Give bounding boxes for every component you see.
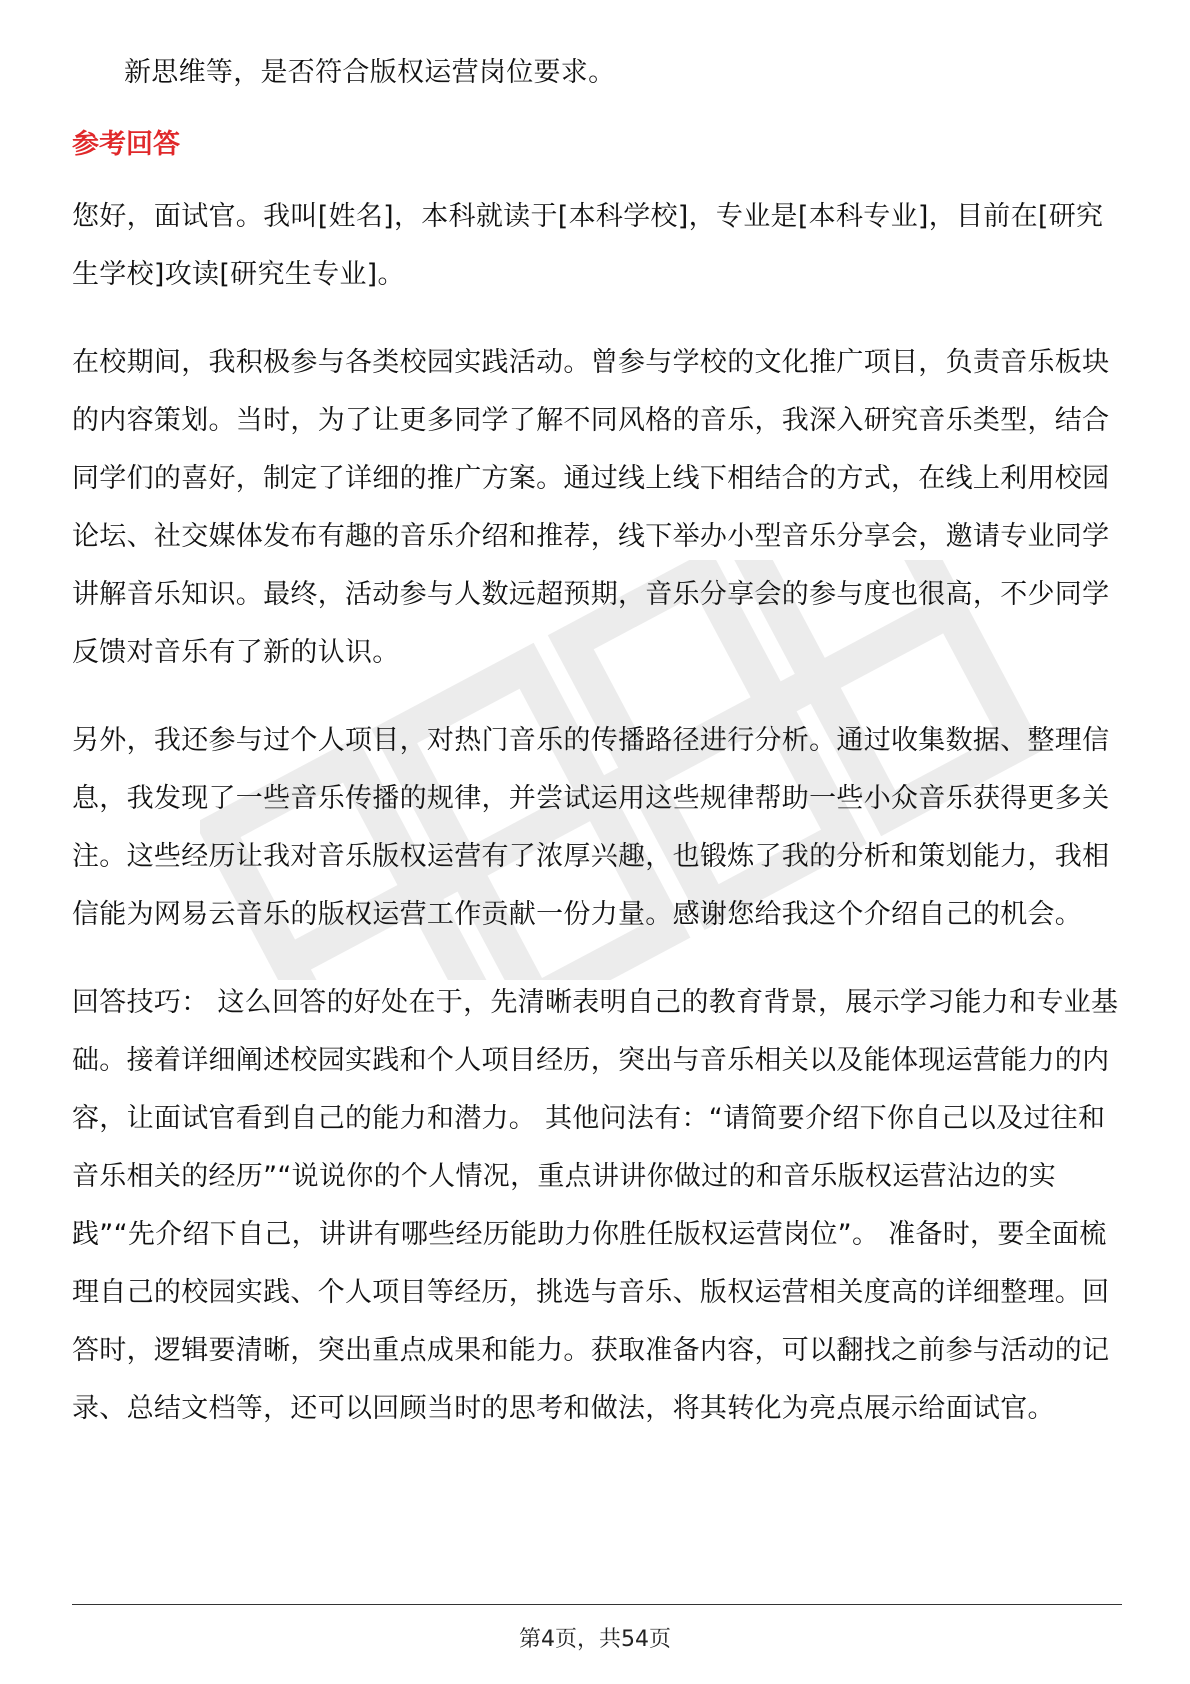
paragraph-personal-project: 另外，我还参与过个人项目，对热门音乐的传播路径进行分析。通过收集数据、整理信息，我发现了一些音乐传播的规律，并尝试运用这些规律帮助一些小众音乐获得更多关注。这些经历让我对音乐版权运营有了浓厚兴趣，也锻炼了我的分析和策划能力，我相信能为网易云音乐的版权运营工作贡献一份力量。感谢您给我这个介绍自己的机会。 (72, 725, 1110, 930)
page-number: 第4页，共54页 (519, 1627, 671, 1652)
continued-text: 新思维等，是否符合版权运营岗位要求。 (124, 57, 616, 88)
footer-divider (72, 1604, 1122, 1605)
paragraph-answer-tips: 回答技巧： 这么回答的好处在于，先清晰表明自己的教育背景，展示学习能力和专业基础。接着详细阐述校园实践和个人项目经历，突出与音乐相关以及能体现运营能力的内容，让面试官看到自己的能力和潜力。 其他问法有：“请简要介绍下你自己以及过往和音乐相关的经历”“说说你的个人情况，重点讲讲你做过的和音乐版权运营沾边的实践”“先介绍下自己，讲讲有哪些经历能助力你胜任版权运营岗位”。 准备时，要全面梳理自己的校园实践、个人项目等经历，挑选与音乐、版权运营相关度高的详细整理。回答时，逻辑要清晰，突出重点成果和能力。获取准备内容，可以翻找之前参与活动的记录、总结文档等，还可以回顾当时的思考和做法，将其转化为亮点展示给面试官。 (72, 987, 1119, 1424)
paragraph-campus-practice: 在校期间，我积极参与各类校园实践活动。曾参与学校的文化推广项目，负责音乐板块的内容策划。当时，为了让更多同学了解不同风格的音乐，我深入研究音乐类型，结合同学们的喜好，制定了详细的推广方案。通过线上线下相结合的方式，在线上利用校园论坛、社交媒体发布有趣的音乐介绍和推荐，线下举办小型音乐分享会，邀请专业同学讲解音乐知识。最终，活动参与人数远超预期，音乐分享会的参与度也很高，不少同学反馈对音乐有了新的认识。 (72, 347, 1110, 668)
section-heading: 参考回答 (72, 129, 180, 160)
paragraph-intro: 您好，面试官。我叫[姓名]，本科就读于[本科学校]，专业是[本科专业]，目前在[研究生学校]攻读[研究生专业]。 (72, 201, 1104, 290)
document-body (72, 44, 1122, 1438)
